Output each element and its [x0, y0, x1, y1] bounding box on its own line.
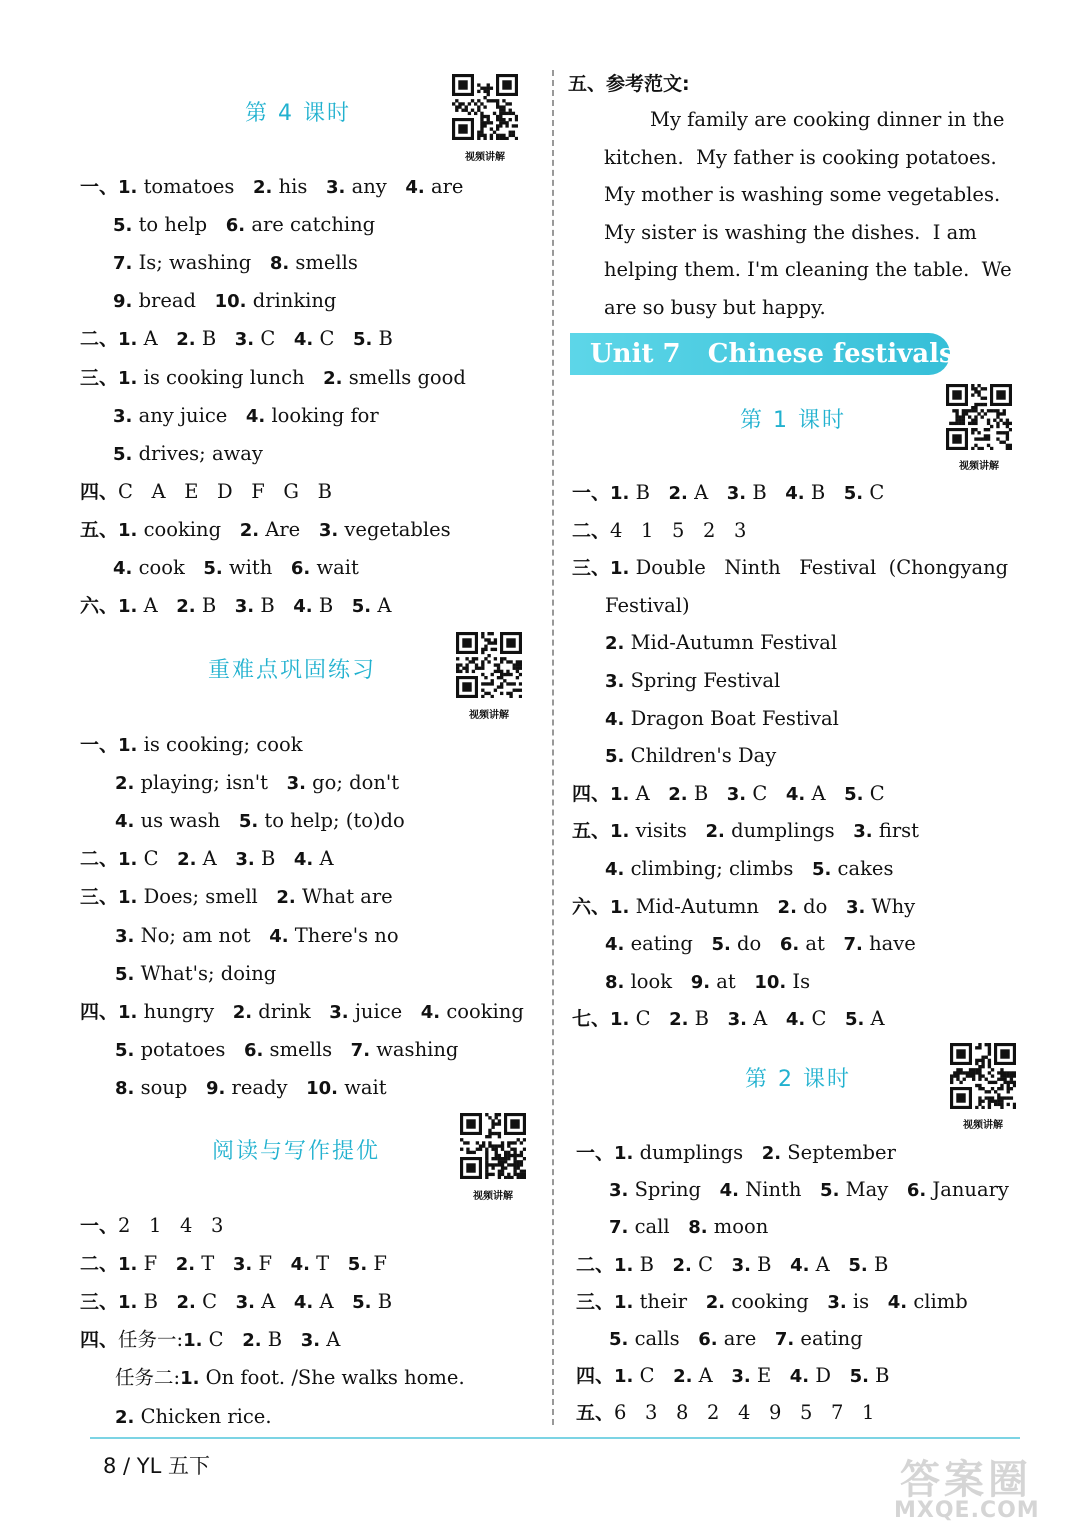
lesson-4-heading: 第 4 课时: [245, 101, 351, 126]
essay-title: 五、参考范文:: [568, 73, 690, 95]
answer-line: 5. potatoes 6. smells 7. washing: [115, 1037, 459, 1061]
answer-line: 任务二:1. On foot. /She walks home.: [115, 1366, 465, 1390]
answer-line: 六、1. A 2. B 3. B 4. B 5. A: [80, 594, 392, 618]
answer-line: 4. cook 5. with 6. wait: [113, 556, 359, 579]
answer-line: 2. playing; isn't 3. go; don't: [115, 771, 400, 795]
essay-line: are so busy but happy.: [604, 295, 826, 319]
answer-line: 2. Chicken rice.: [115, 1404, 272, 1428]
answer-line: 4. Dragon Boat Festival: [605, 706, 839, 730]
answer-line: 3. Spring 4. Ninth 5. May 6. January: [609, 1178, 1009, 1202]
answer-line: 一、1. is cooking; cook: [80, 733, 303, 756]
qr-code-icon[interactable]: [452, 74, 518, 140]
answer-line: Festival): [605, 593, 690, 617]
answer-line: 9. bread 10. drinking: [113, 289, 337, 313]
lesson-2-heading: 第 2 课时: [745, 1067, 851, 1092]
answer-line: 三、1. Double Ninth Festival (Chongyang: [572, 556, 1009, 580]
qr-code-icon[interactable]: [946, 384, 1012, 450]
essay-line: helping them. I'm cleaning the table. We: [604, 258, 1012, 281]
answer-line: 四、1. C 2. A 3. E 4. D 5. B: [576, 1364, 890, 1388]
answer-line: 四、任务一:1. C 2. B 3. A: [80, 1328, 341, 1352]
answer-line: 4. climbing; climbs 5. cakes: [605, 857, 894, 880]
answer-line: 四、1. A 2. B 3. C 4. A 5. C: [572, 781, 885, 805]
answer-line: 2. Mid-Autumn Festival: [605, 631, 838, 655]
answer-line: 一、1. tomatoes 2. his 3. any 4. are: [80, 175, 464, 198]
answer-line: 五、1. cooking 2. Are 3. vegetables: [80, 517, 451, 541]
answer-line: 四、1. hungry 2. drink 3. juice 4. cooking: [80, 999, 524, 1023]
answer-line: 七、1. C 2. B 3. A 4. C 5. A: [572, 1007, 885, 1031]
answer-line: 5. Children's Day: [605, 744, 777, 768]
qr-code-icon[interactable]: [950, 1043, 1016, 1109]
answer-line: 三、1. Does; smell 2. What are: [80, 885, 393, 909]
qr-caption: 视频讲解: [959, 461, 999, 472]
answer-line: 三、1. their 2. cooking 3. is 4. climb: [576, 1289, 968, 1313]
essay-line: My family are cooking dinner in the: [650, 108, 1005, 131]
answer-line: 二、4 1 5 2 3: [572, 518, 747, 542]
qr-caption: 视频讲解: [963, 1120, 1003, 1131]
qr-caption: 视频讲解: [465, 152, 505, 163]
answer-line: 五、6 3 8 2 4 9 5 7 1: [576, 1401, 875, 1425]
essay-line: My sister is washing the dishes. I am: [604, 220, 977, 244]
answer-line: 5. to help 6. are catching: [113, 213, 376, 237]
answer-line: 三、1. is cooking lunch 2. smells good: [80, 365, 466, 389]
key-practice-heading: 重难点巩固练习: [208, 658, 377, 683]
answer-line: 4. eating 5. do 6. at 7. have: [605, 932, 916, 956]
answer-line: 3. any juice 4. looking for: [113, 403, 379, 427]
answer-line: 一、1. dumplings 2. September: [576, 1141, 896, 1164]
answer-line: 二、1. B 2. C 3. B 4. A 5. B: [576, 1252, 889, 1276]
answer-line: 4. us wash 5. to help; (to)do: [115, 809, 405, 833]
answer-line: 四、C A E D F G B: [80, 479, 332, 503]
watermark-logo: 答案圈 MXQE.COM: [894, 1457, 1040, 1523]
answer-line: 3. No; am not 4. There's no: [115, 923, 399, 947]
answer-line: 二、1. A 2. B 3. C 4. C 5. B: [80, 327, 393, 351]
answer-line: 8. soup 9. ready 10. wait: [115, 1075, 387, 1099]
answer-line: 8. look 9. at 10. Is: [605, 969, 811, 993]
answer-line: 六、1. Mid-Autumn 2. do 3. Why: [572, 894, 916, 918]
column-divider: [552, 70, 554, 1425]
answer-line: 一、2 1 4 3: [80, 1214, 224, 1237]
answer-line: 7. call 8. moon: [609, 1215, 769, 1239]
answer-line: 二、1. C 2. A 3. B 4. A: [80, 847, 334, 871]
answer-line: 5. What's; doing: [115, 961, 277, 985]
answer-line: 二、1. F 2. T 3. F 4. T 5. F: [80, 1252, 387, 1276]
answer-line: 3. Spring Festival: [605, 669, 781, 692]
answer-line: 五、1. visits 2. dumplings 3. first: [572, 819, 919, 843]
answer-line: 5. drives; away: [113, 441, 263, 465]
essay-line: kitchen. My father is cooking potatoes.: [604, 145, 997, 169]
page-footer: 8 / YL 五下: [103, 1454, 210, 1478]
lesson-1-heading: 第 1 课时: [740, 408, 846, 433]
answer-line: 7. Is; washing 8. smells: [113, 251, 358, 275]
reading-writing-heading: 阅读与写作提优: [212, 1139, 381, 1164]
answer-line: 5. calls 6. are 7. eating: [609, 1327, 863, 1350]
essay-line: My mother is washing some vegetables.: [604, 183, 1001, 206]
qr-caption: 视频讲解: [469, 710, 509, 721]
footer-rule: [90, 1437, 1020, 1439]
answer-line: 一、1. B 2. A 3. B 4. B 5. C: [572, 481, 885, 504]
qr-caption: 视频讲解: [473, 1191, 513, 1202]
answer-line: 三、1. B 2. C 3. A 4. A 5. B: [80, 1290, 393, 1314]
qr-code-icon[interactable]: [460, 1113, 526, 1179]
qr-code-icon[interactable]: [456, 632, 522, 698]
unit-banner: Unit 7 Chinese festivals: [570, 333, 950, 375]
